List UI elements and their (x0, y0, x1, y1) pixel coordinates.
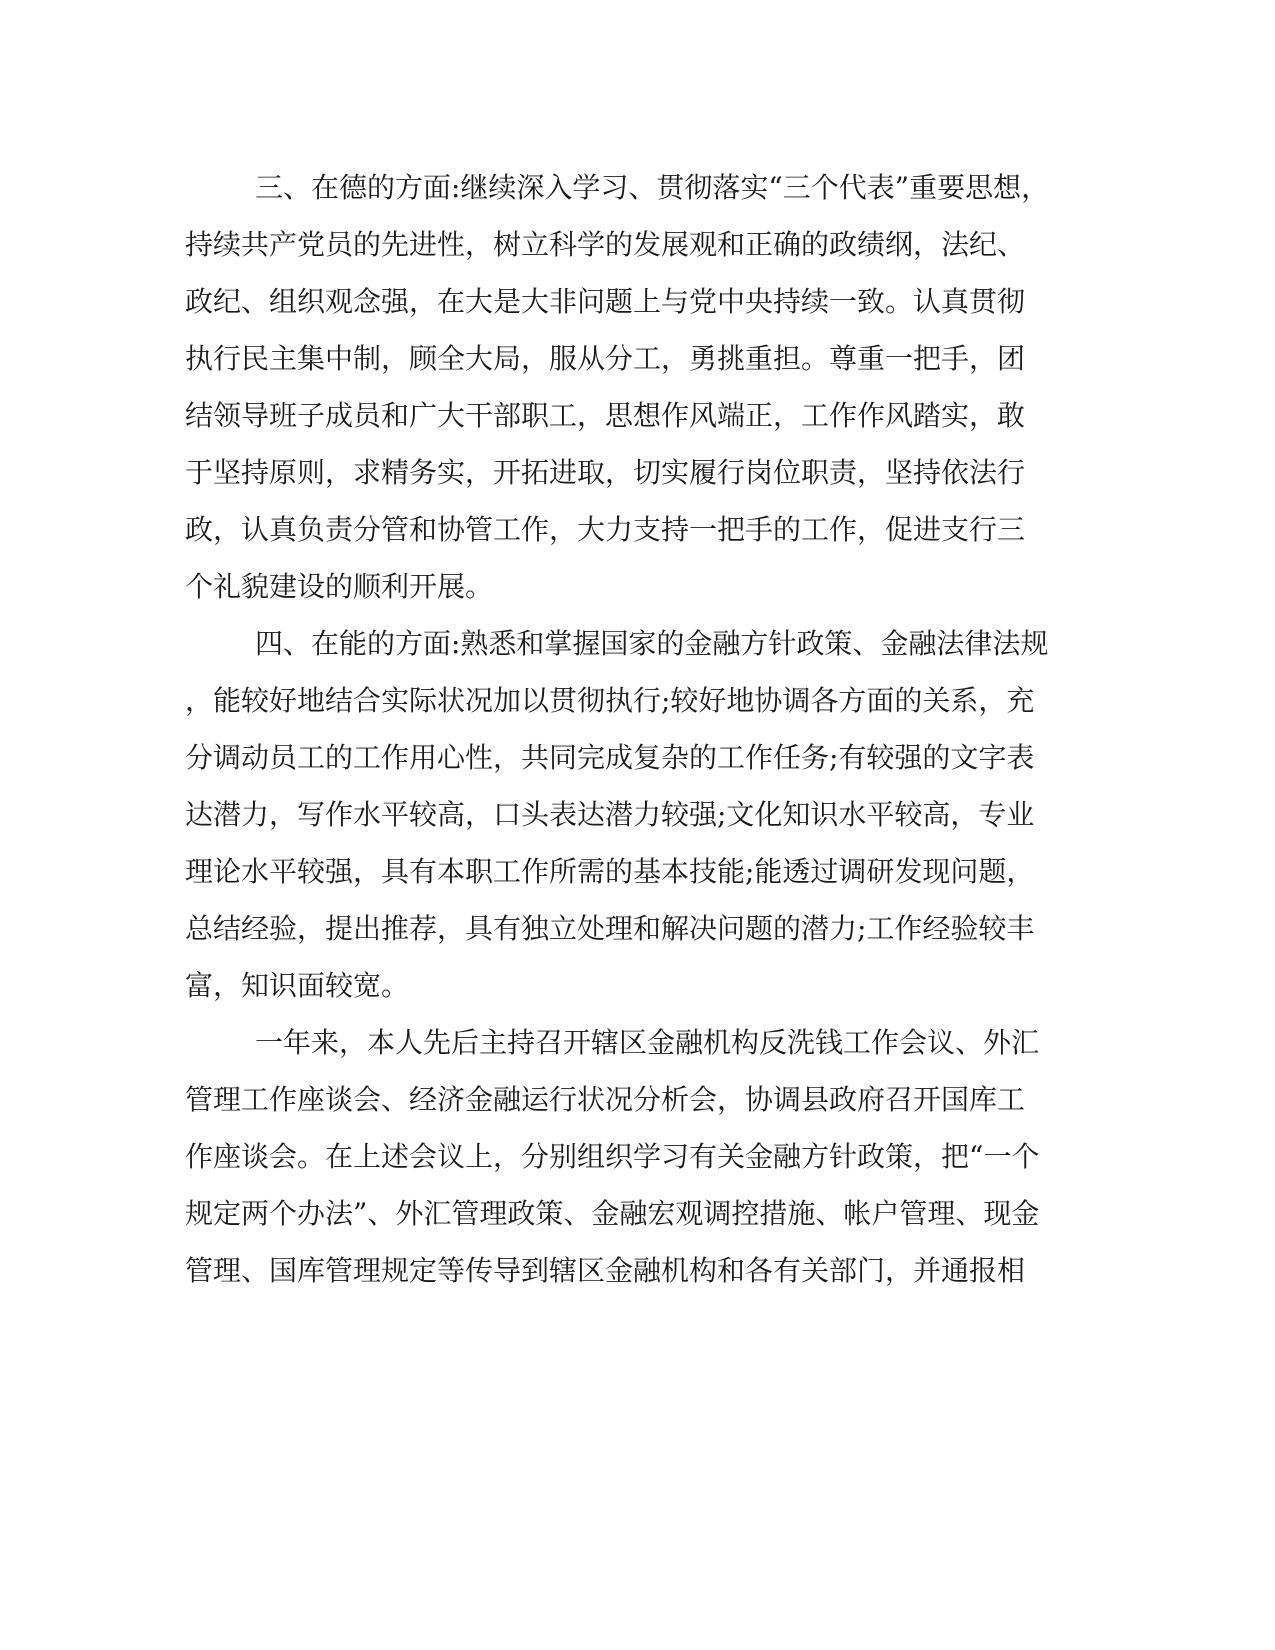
text-line: 三、在德的方面:继续深入学习、贯彻落实“三个代表”重要思想， (255, 171, 1050, 204)
paragraph-ability (185, 615, 1245, 1014)
text-line: 富，知识面较宽。 (185, 969, 410, 1002)
document-body (185, 159, 1245, 1299)
text-line: 作座谈会。在上述会议上，分别组织学习有关金融方针政策，把“一个 (185, 1140, 1040, 1173)
text-line: 规定两个办法”、外汇管理政策、金融宏观调控措施、帐户管理、现金 (185, 1197, 1040, 1230)
text-line: 管理工作座谈会、经济金融运行状况分析会，协调县政府召开国库工 (185, 1083, 1026, 1116)
text-line: ，能较好地结合实际状况加以贯彻执行;较好地协调各方面的关系，充 (185, 684, 1035, 717)
text-line: 分调动员工的工作用心性，共同完成复杂的工作任务;有较强的文字表 (185, 741, 1035, 774)
paragraph-year-summary (185, 1014, 1245, 1299)
text-line: 一年来，本人先后主持召开辖区金融机构反洗钱工作会议、外汇 (255, 1026, 1040, 1059)
text-line: 持续共产党员的先进性，树立科学的发展观和正确的政绩纲，法纪、 (185, 228, 1026, 261)
text-line: 四、在能的方面:熟悉和掌握国家的金融方针政策、金融法律法规 (255, 627, 1049, 660)
text-line: 个礼貌建设的顺利开展。 (185, 570, 494, 603)
text-line: 政纪、组织观念强，在大是大非问题上与党中央持续一致。认真贯彻 (185, 285, 1026, 318)
text-line: 执行民主集中制，顾全大局，服从分工，勇挑重担。尊重一把手，团 (185, 342, 1026, 375)
text-line: 总结经验，提出推荐，具有独立处理和解决问题的潜力;工作经验较丰 (185, 912, 1035, 945)
text-line: 于坚持原则，求精务实，开拓进取，切实履行岗位职责，坚持依法行 (185, 456, 1026, 489)
text-line: 管理、国库管理规定等传导到辖区金融机构和各有关部门，并通报相 (185, 1254, 1026, 1287)
text-line: 达潜力，写作水平较高，口头表达潜力较强;文化知识水平较高，专业 (185, 798, 1035, 831)
text-line: 结领导班子成员和广大干部职工，思想作风端正，工作作风踏实，敢 (185, 399, 1026, 432)
paragraph-virtue (185, 159, 1245, 615)
text-line: 理论水平较强，具有本职工作所需的基本技能;能透过调研发现问题， (185, 855, 1035, 888)
text-line: 政，认真负责分管和协管工作，大力支持一把手的工作，促进支行三 (185, 513, 1026, 546)
